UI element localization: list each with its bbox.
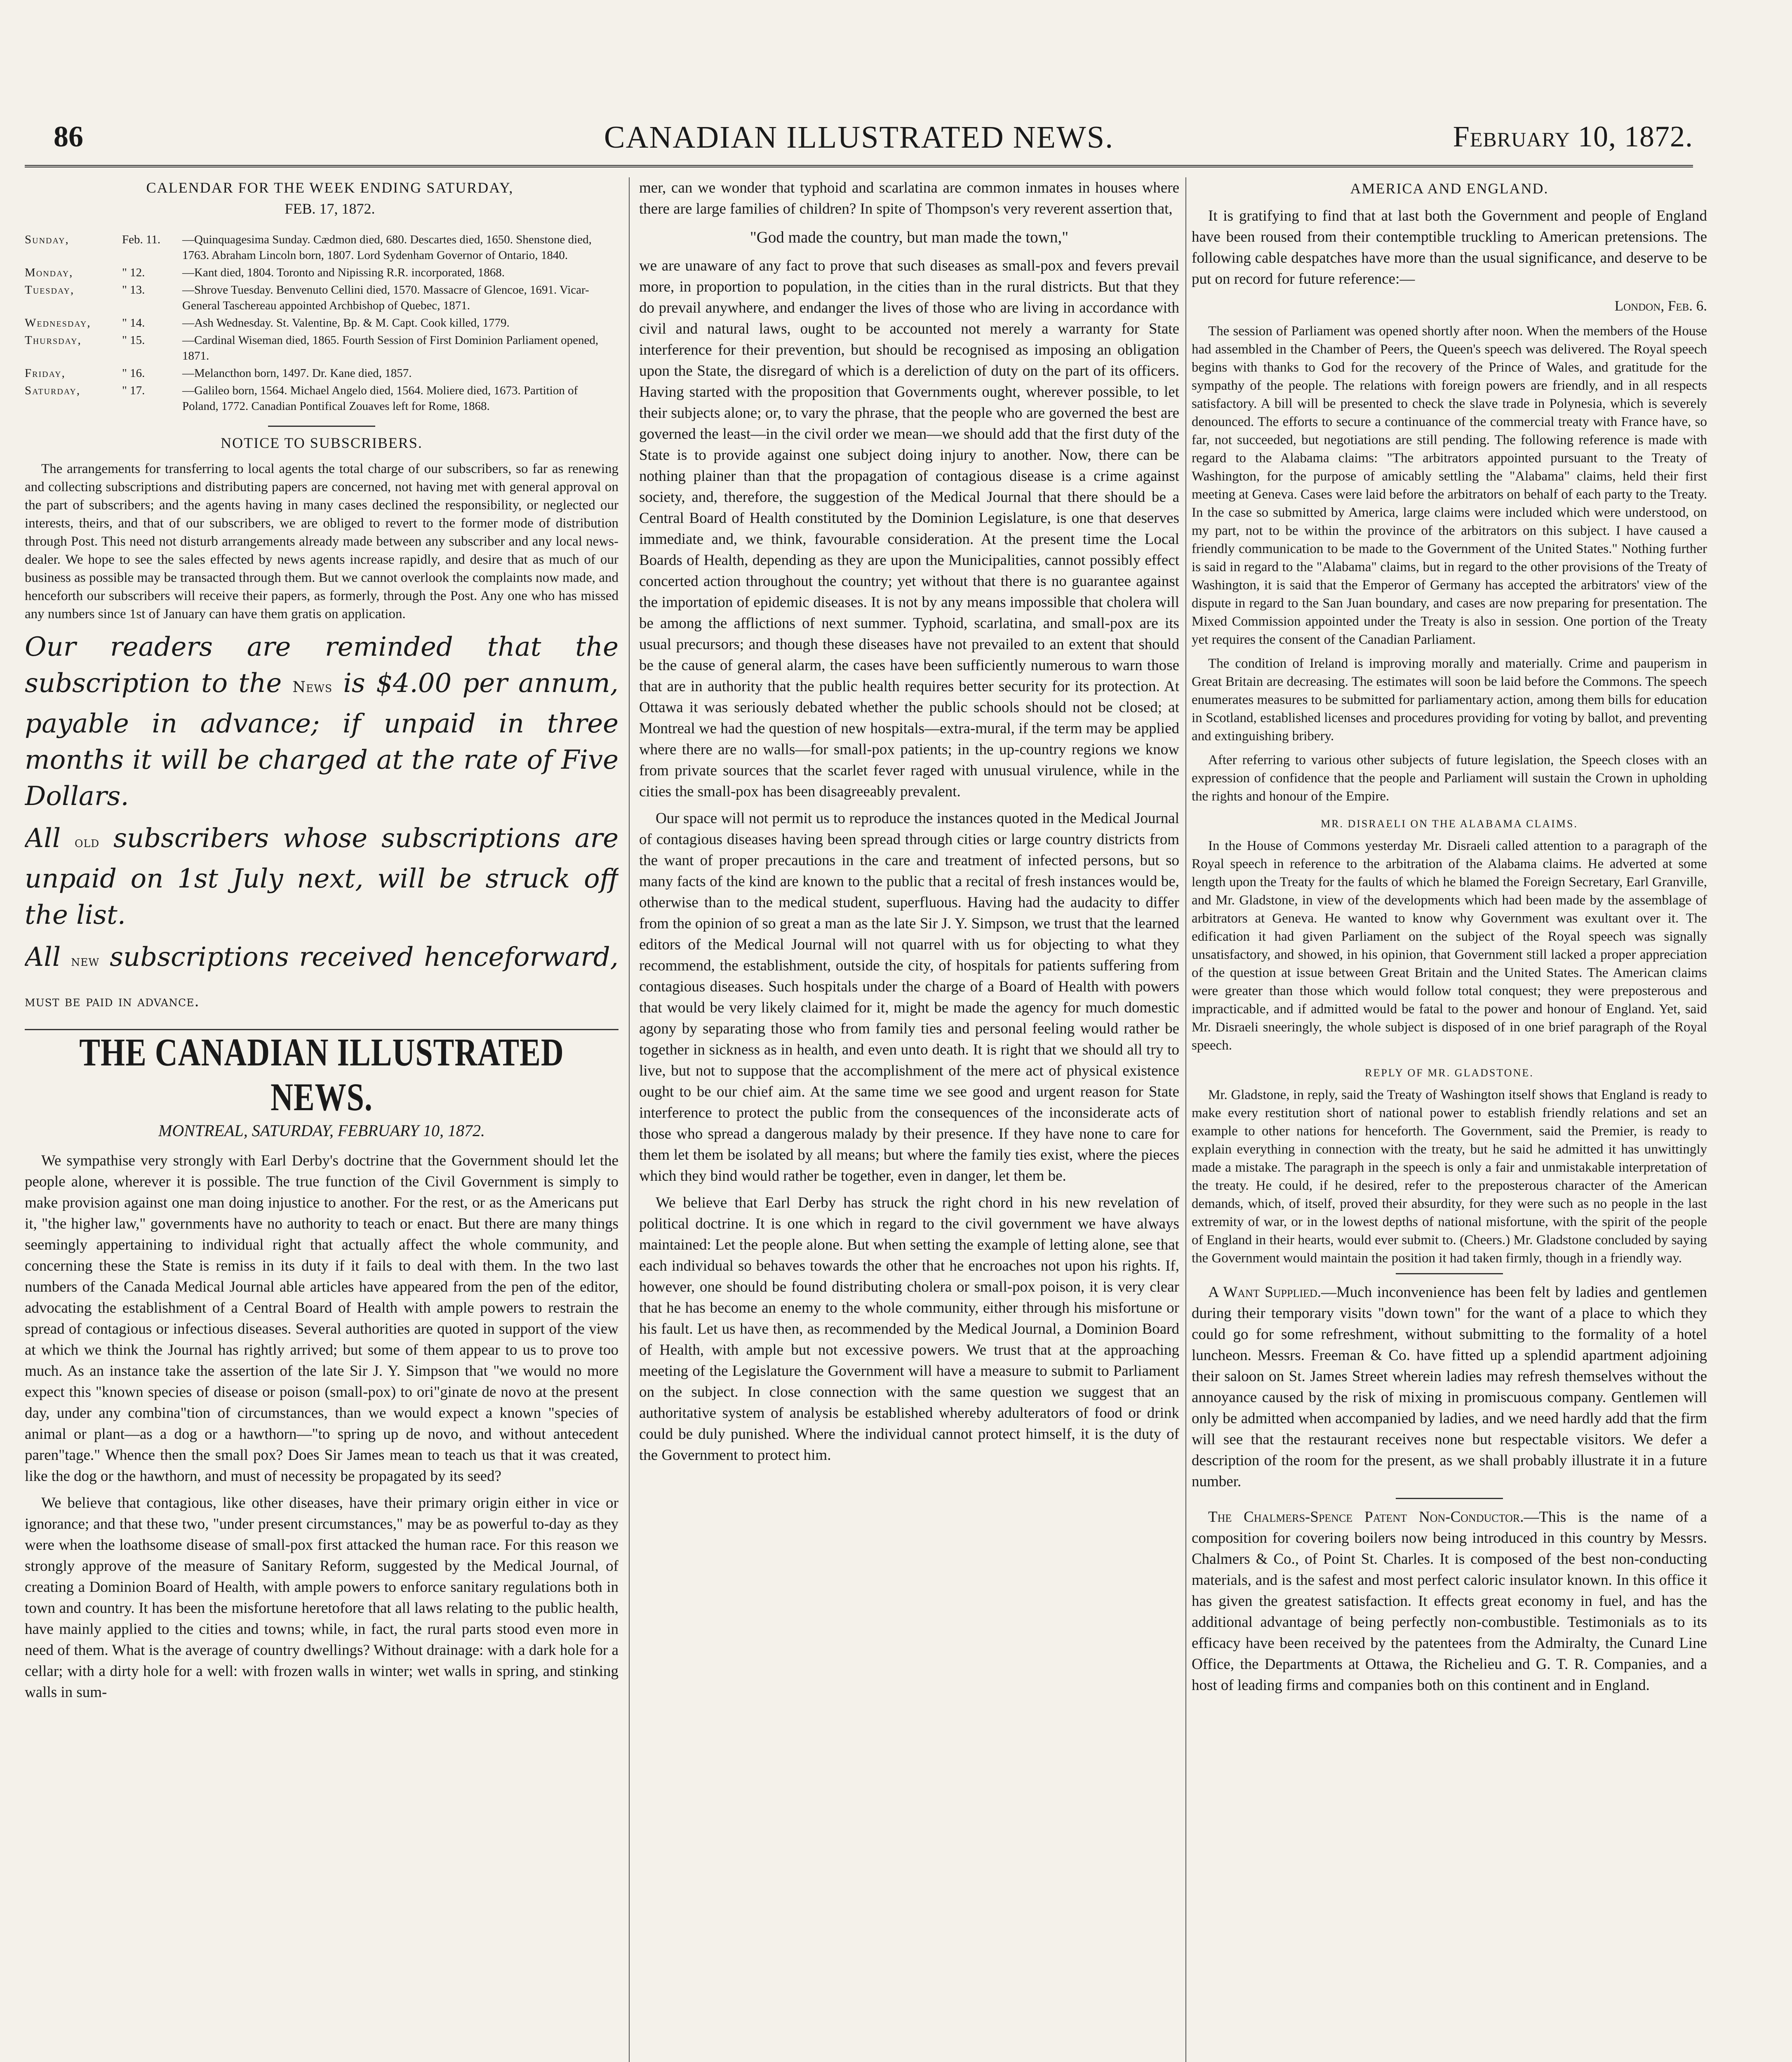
column-3 [1192, 177, 1707, 2062]
gladstone-section [1192, 1067, 1707, 1267]
new-subscriptions-notice [25, 939, 618, 1020]
dispatch-paragraph: The condition of Ireland is improving morally and materially. Crime and pauperism in Great Britain are decreasing. The estimates will soon be laid before the Commons. The speech enumerates measures to be submitted for parliamentary action, among them bills for education in Scotland, established licenses and procedures providing for voting by ballot, and preventing and extinguishing bribery. [1192, 656, 1707, 744]
editorial-paragraph: We sympathise very strongly with Earl Derby's doctrine that the Government should let the people alone, wherever it is possible. The true function of the Civil Government is simply to make provision against one man doing injustice to another. For the rest, or as the Americans put it, "the higher law," governments have no authority to teach or enact. But there are many things seemingly appertaining to individual right that actually affect the whole community, and concerning these the State is remiss in its duty if it fails to deal with them. In the two last numbers of the Canada Medical Journal able articles have appeared from the pen of the editor, advocating the establishment of a Central Board of Health with ample powers to restrain the spread of contagious or infectious diseases. Several authorities are quoted in support of the view at which we think the Journal has rightly arrived; but some of them appear to us to prove too much. As an instance take the assertion of the late Sir J. Y. Simpson that "we would no more expect this "known species of disease or poison (small-pox) to ori"ginate de novo at the present day, under any combina"tion of circumstances, than we would expect a known "species of animal or plant—as a dog or a hawthorn—"to spring up de novo, and without antecedent paren"tage." Whence then the small pox? Does Sir James mean to teach us that it was created, like the dog or the hawthorn, and must of necessity be propagated by its seed? [25, 1152, 618, 1485]
america-england-intro: It is gratifying to find that at last both the Government and people of England have been roused from their contemptible truckling to American pretensions. The following cable despatches have more than the usual significance, and deserve to be put on record for future reference:— [1192, 207, 1707, 287]
calendar-row [25, 383, 618, 416]
calendar-entry: —Quinquagesima Sunday. Cædmon died, 680. Descartes died, 1650. Shenstone died, 1763. Abraham Lincoln born, 1807. Lord Sydenham Governor of Ontario, 1840. [182, 233, 592, 262]
calendar-day: Wednesday, [25, 316, 91, 330]
calendar-day: Thursday, [25, 334, 82, 347]
america-england-section [1192, 180, 1707, 805]
calendar-row [25, 282, 618, 315]
column-divider [629, 177, 630, 2062]
disraeli-section [1192, 818, 1707, 1055]
script-text: is $4.00 per annum, payable in advance; if unpaid in three months it will be charged at the rate of Five Dollars. [25, 668, 618, 812]
script-news: News [292, 679, 333, 696]
calendar-row [25, 265, 618, 282]
notice-heading: NOTICE TO SUBSCRIBERS. [221, 435, 423, 451]
editorial-dateline: MONTREAL, SATURDAY, FEBRUARY 10, 1872. [158, 1121, 485, 1140]
calendar-day: Saturday, [25, 384, 81, 397]
running-title: CANADIAN ILLUSTRATED NEWS. [604, 120, 1114, 155]
editorial-quote: "God made the country, but man made the town," [750, 228, 1069, 246]
script-old: old [75, 834, 100, 851]
calendar-entry: —Cardinal Wiseman died, 1865. Fourth Session of First Dominion Parliament opened, 1871. [182, 334, 599, 362]
column-1 [25, 177, 618, 2062]
editorial-paragraph: We believe that contagious, like other diseases, have their primary origin either in vice or ignorance; and that these two, "under present circumstances," may be as powerful to-day as they were when the loathsome disease of small-pox first attacked the human race. For this reason we strongly approve of the measure of Sanitary Reform, suggested by the Medical Journal, of creating a Dominion Board of Health, with ample powers to enforce sanitary regulations both in town and country. It has been the misfortune heretofore that all laws relating to the public health, have mainly applied to the cities and towns; while, in fact, the rural parts stood even more in need of them. What is the average of country dwellings? Without drainage: with a dark hole for a cellar; with a dirty hole for a well: with frozen walls in winter; wet walls in spring, and stinking walls in sum- [25, 1495, 618, 1701]
section-rule [1396, 1273, 1503, 1274]
calendar-row [25, 315, 618, 332]
dispatch-dateline: London, Feb. 6. [1614, 298, 1707, 314]
notice-body: The arrangements for transferring to local agents the total charge of our subscribers, so far as renewing and collecting subscriptions and distributing papers are concerned, not having met with general approval on the part of subscribers; and the agents having in many cases declined the responsibility, or neglected our interests, theirs, and that of our subscribers, we are obliged to revert to the former mode of distribution through Post. This need not disturb arrangements already made between any subscriber and any local news-dealer. We hope to see the sales effected by news agents increase rapidly, and desire that as much of our business as possible may be transacted through them. But we cannot overlook the complaints now made, and henceforth our subscribers will receive their papers, as formerly, through the Post. Any one who has missed any numbers since 1st of January can have them gratis on application. [25, 461, 618, 621]
calendar-day: Monday, [25, 266, 73, 279]
notice-section [25, 434, 618, 1020]
calendar-date: " 17. [122, 384, 145, 397]
editorial-section [25, 1031, 618, 1703]
gladstone-paragraph: Mr. Gladstone, in reply, said the Treaty of Washington itself shows that England is ready to make every restitution short of national power to establish friendly relations and set an example to other nations for henceforth. The Government, said the Premier, is ready to explain everything in connection with the treaty, but he said he admitted it has unwittingly made a mistake. The paragraph in the speech is only a fair and unmistakable interpretation of the treaty. He could, if he desired, refer to the preposterous character of the American demands, which, of itself, proved their absurdity, for they were such as no people in the last extremity of war, or in the lowest depths of national misfortune, with the spirit of the people of England in their hearts, would ever submit to. (Cheers.) Mr. Gladstone concluded by saying the Government would maintain the position it had taken firmly, though in a friendly way. [1192, 1087, 1707, 1266]
chalmers-text: —This is the name of a composition for covering boilers now being introduced in this country by Messrs. Chalmers & Co., of Point St. Charles. It is composed of the best non-conducting materials, and is the safest and most perfect caloric insulator known. In this office it has given the greatest satisfaction. It effects great economy in fuel, and has the additional advantage of being perfectly non-combustible. Testimonials as to its efficacy have been received by the patentees from the Admiralty, the Cunard Line Office, the Departments at Ottawa, the Richelieu and G. T. R. Companies, and a host of leading firms and companies both on this continent and in England. [1192, 1509, 1707, 1694]
masthead [25, 120, 1693, 169]
calendar-entry: —Shrove Tuesday. Benvenuto Cellini died, 1570. Massacre of Glencoe, 1691. Vicar-General Taschereau appointed Archbishop of Quebec, 1871. [182, 283, 589, 312]
column-2 [639, 177, 1179, 2062]
dispatch-paragraph: The session of Parliament was opened shortly after noon. When the members of the House had assembled in the Chamber of Peers, the Queen's speech was delivered. The Royal speech begins with thanks to God for the recovery of the Prince of Wales, and gratitude for the sympathy of the people. The relations with foreign powers are friendly, and in all respects satisfactory. A bill will be presented to check the slave trade in Polynesia, which is severely denounced. The efforts to secure a continuance of the commercial treaty with France have, so far, not succeeded, but negotiations are still pending. The following reference is made with regard to the Alabama claims: "The arbitrators appointed pursuant to the Treaty of Washington, for the purpose of amicably settling the "Alabama" claims, held their first meeting at Geneva. Cases were laid before the arbitrators on behalf of each party to the Treaty. In the case so submitted by America, large claims were included which were understood, on my part, not to be within the province of the arbitrators on this subject. I have caused a friendly communication to be made to the Government of the United States." Nothing further is said in regard to the "Alabama" claims, but in regard to the other provisions of the Treaty of Washington, it is said that the Emperor of Germany has accepted the arbitrators' view of the dispute in regard to the San Juan boundary, and cases are now preparing for presentation. The Mixed Commission appointed under the Treaty is also in session. One portion of the Treaty yet requires the consent of the Canadian Parliament. [1192, 324, 1707, 647]
america-england-heading: AMERICA AND ENGLAND. [1350, 180, 1549, 197]
script-text: subscribers whose subscriptions are unpaid on 1st July next, will be struck off the list. [25, 823, 618, 930]
calendar-day: Tuesday, [25, 283, 75, 297]
want-supplied-item [1192, 1282, 1707, 1492]
editorial-title: THE CANADIAN ILLUSTRATED NEWS. [79, 1031, 564, 1119]
script-text: subscriptions received henceforward, [110, 942, 618, 972]
chalmers-lead: The Chalmers-Spence Patent Non-Conductor. [1208, 1509, 1524, 1525]
chalmers-item [1192, 1506, 1707, 1696]
script-new: new [71, 953, 100, 970]
calendar-day: Sunday, [25, 233, 69, 246]
disraeli-heading: MR. DISRAELI ON THE ALABAMA CLAIMS. [1321, 818, 1578, 830]
script-text: All [25, 823, 61, 854]
calendar-section [25, 177, 618, 416]
calendar-entry: —Melancthon born, 1497. Dr. Kane died, 1857. [182, 367, 412, 380]
masthead-rule [25, 165, 1693, 167]
calendar-row [25, 232, 618, 265]
editorial-paragraph: Our space will not permit us to reproduce the instances quoted in the Medical Journal of contagious diseases having been spread through cities or large country districts from the want of proper precautions in the care and treatment of infected persons, but so many facts of the kind are known to the public that a recital of fresh instances would be, otherwise than to the medical student, superfluous. Having had the audacity to differ from the opinion of so great a man as the late Sir J. Y. Simpson, we trust that the learned editors of the Medical Journal will not quarrel with us for objecting to what they recommend, the establishment, outside the city, of hospitals for patients suffering from contagious diseases. Such hospitals under the charge of a Board of Health with powers that would be very likely claimed for it, might be made the agency for much domestic agony by separating those who from family ties and personal feeling would rather be together in sickness as in health, and even unto death. It is right that we should all try to live, but not to suppose that the accomplishment of the mere act of physical existence ought to be our chief aim. At the same time we see good and urgent reason for State interference to protect the public from the consequences of the inconsiderate acts of those who spread a dangerous malady by their presence. If they have none to care for them let them be isolated by all means; but where the family ties exist, where the pieces which they bind would rather be together, even in danger, let them be. [639, 810, 1179, 1184]
calendar-date: " 12. [122, 266, 145, 279]
subscription-rate-notice [25, 629, 618, 814]
calendar-entry: —Kant died, 1804. Toronto and Nipissing R.R. incorporated, 1868. [182, 266, 505, 279]
script-text: All [25, 942, 61, 972]
calendar-title: CALENDAR FOR THE WEEK ENDING SATURDAY, [146, 179, 514, 196]
calendar-date: Feb. 11. [122, 233, 161, 246]
section-rule [1396, 1498, 1503, 1499]
editorial-paragraph: mer, can we wonder that typhoid and scarlatina are common inmates in houses where there are large families of children? In spite of Thompson's very reverent assertion that, [639, 179, 1179, 217]
disraeli-paragraph: In the House of Commons yesterday Mr. Disraeli called attention to a paragraph of the Royal speech in reference to the arbitration of the Alabama claims. He adverted at some length upon the Treaty for the faults of which he blamed the Foreign Secretary, Earl Granville, and Mr. Gladstone, in view of the developments which had been made by the assemblage of arbitrators at Geneva. He wanted to know why Government was exultant over it. The edification it had given Parliament on the subject of the Royal speech was signally unsatisfactory, and showed, in his opinion, that Government still lacked a proper appreciation of the question at issue between Great Britain and the United States. The American claims were greater than those which would follow total conquest; they were preposterous and impracticable, and if admitted would be fatal to the power and honour of England. Yet, said Mr. Disraeli sneeringly, the whole subject is disposed of in one brief paragraph of the Royal speech. [1192, 838, 1707, 1053]
dispatch-paragraph: After referring to various other subjects of future legislation, the Speech closes with an expression of confidence that the people and Parliament will sustain the Crown in upholding the rights and honour of the Empire. [1192, 753, 1707, 804]
calendar-date: " 16. [122, 367, 145, 380]
script-caps: must be paid in advance. [25, 993, 200, 1010]
calendar-row [25, 332, 618, 365]
calendar-row [25, 365, 618, 383]
calendar-day: Friday, [25, 367, 66, 380]
calendar-date: " 14. [122, 316, 145, 330]
column-divider [1185, 177, 1186, 2062]
old-subscribers-notice [25, 820, 618, 933]
calendar-subtitle: FEB. 17, 1872. [285, 200, 375, 217]
script-text: Our readers are reminded that the subscription to the [25, 632, 618, 699]
calendar-date: " 13. [122, 283, 145, 297]
calendar-entry: —Ash Wednesday. St. Valentine, Bp. & M. Capt. Cook killed, 1779. [182, 316, 510, 330]
want-supplied-text: —Much inconvenience has been felt by ladies and gentlemen during their temporary visits "down town" for the want of a place to which they could go for some refreshment, without submitting to the formality of a hotel luncheon. Messrs. Freeman & Co. have fitted up a splendid apartment adjoining their saloon on St. James Street wherein ladies may refresh themselves without the annoyance caused by the risk of mixing in promiscuous company. Gentlemen will only be admitted when accompanied by ladies, and we need hardly add that the firm will see that the restaurant receives none but respectable visitors. We defer a description of the room for the present, as we shall probably illustrate it in a future number. [1192, 1284, 1707, 1490]
editorial-paragraph: We believe that Earl Derby has struck the right chord in his new revelation of political doctrine. It is one which in regard to the civil government we have always maintained: Let the people alone. But when setting the example of letting alone, see that each individual so behaves towards the other that he encroaches not upon his rights. If, however, one should be found distributing cholera or small-pox poison, it is very clear that he has become an enemy to the whole community, either through his misfortune or his fault. Let us have then, as recommended by the Medical Journal, a Dominion Board of Health, with ample but not excessive powers. We trust that at the approaching meeting of the Legislature the Government will have a measure to submit to Parliament on the subject. In close connection with the same question we suggest that an authoritative system of analysis be established whereby adulterators of food or drink could be duly punished. Where the individual cannot protect himself, it is the duty of the Government to protect him. [639, 1194, 1179, 1464]
section-rule [268, 426, 375, 427]
issue-date: February 10, 1872. [1453, 120, 1693, 153]
calendar-date: " 15. [122, 334, 145, 347]
calendar-entry: —Galileo born, 1564. Michael Angelo died, 1564. Moliere died, 1673. Partition of Poland, 1772. Canadian Pontifical Zouaves left for Rome, 1868. [182, 384, 578, 413]
gladstone-heading: REPLY OF MR. GLADSTONE. [1365, 1067, 1534, 1079]
want-supplied-lead: A Want Supplied. [1208, 1284, 1322, 1301]
editorial-paragraph: we are unaware of any fact to prove that such diseases as small-pox and fevers prevail more, in proportion to population, in the cities than in the rural districts. But that they do prevail anywhere, and endanger the lives of those who are living in accordance with civil and natural laws, ought to be accounted not merely a warranty for State interference for their prevention, but should be recognised as imposing an obligation upon the State, the disregard of which is a dereliction of duty on the part of its officers. Having started with the proposition that Governments ought, wherever possible, to let their subjects alone; or, to vary the phrase, that the people who are governed the best are governed the least—in the civil order we mean—we should add that the first duty of the State is to provide against one subject doing injury to another. Now, there can be nothing plainer than that the propagation of contagious disease is a crime against society, and, therefore, the suggestion of the Medical Journal that there should be a Central Board of Health constituted by the Dominion Legislature, is one that deserves immediate and, we think, favourable consideration. At the present time the Local Boards of Health, depending as they are upon the Municipalities, cannot possibly effect concerted action throughout the country; yet without that there is no guarantee against the importation of epidemic diseases. It is not by any means impossible that cholera will be among the afflictions of next summer. Typhoid, scarlatina, and small-pox are its usual precursors; and though these diseases have not prevailed to an extent that should be the cause of general alarm, the cases have been sufficiently numerous to warn those that are in authority that the public health requires better security for its protection. At Ottawa it was seriously debated whether the public schools should not be closed; at Montreal we had the question of new hospitals—extra-mural, if the term may be applied where there are no walls—for small-pox patients; in the up-country regions we know from private sources that the scarlet fever raged with unusual virulence, while in the cities the small-pox has been disagreeably prevalent. [639, 257, 1179, 800]
calendar-table [25, 232, 618, 416]
page-number: 86 [54, 120, 83, 153]
